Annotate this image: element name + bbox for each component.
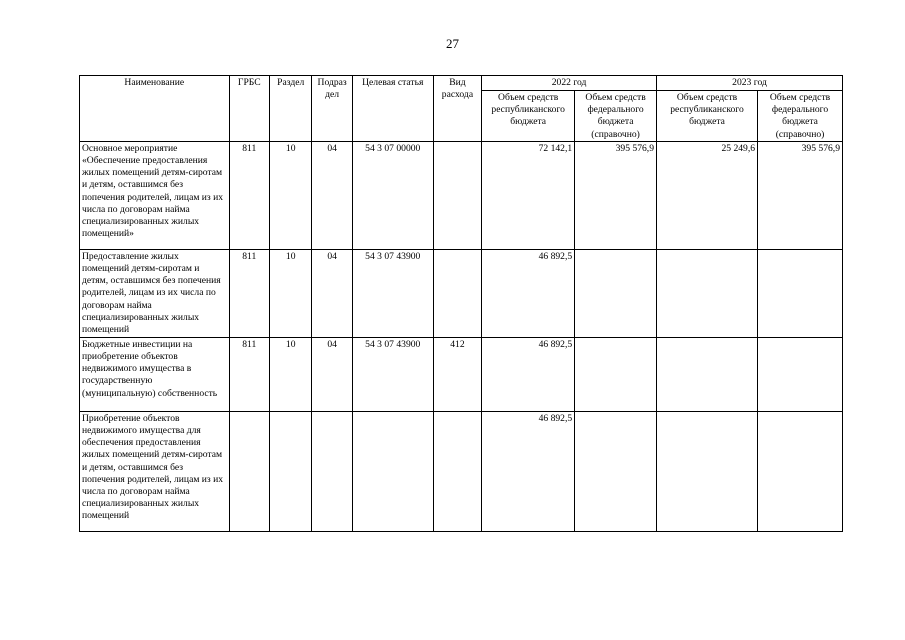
cell-grbs: 811 — [229, 249, 269, 337]
header-podrazdel: Подраз дел — [312, 76, 352, 142]
cell-fed-2022 — [575, 411, 657, 531]
cell-podrazdel — [312, 411, 352, 531]
cell-razdel — [269, 411, 311, 531]
cell-fed-2023 — [758, 411, 843, 531]
cell-target — [352, 411, 433, 531]
cell-razdel: 10 — [269, 249, 311, 337]
cell-grbs: 811 — [229, 141, 269, 249]
cell-rep-2023 — [657, 411, 758, 531]
cell-fed-2023 — [758, 249, 843, 337]
table-row — [80, 249, 843, 337]
cell-podrazdel: 04 — [312, 249, 352, 337]
header-expense-type: Вид расхода — [433, 76, 482, 142]
table-row — [80, 337, 843, 411]
cell-fed-2022 — [575, 337, 657, 411]
header-rep-budget-2022: Объем средств республиканского бюджета — [482, 91, 575, 142]
cell-fed-2023 — [758, 337, 843, 411]
cell-expense-type — [433, 411, 482, 531]
cell-podrazdel: 04 — [312, 337, 352, 411]
cell-fed-2022 — [575, 249, 657, 337]
header-year-2022: 2022 год — [482, 76, 657, 91]
header-fed-budget-2022: Объем средств федерального бюджета (справочно) — [575, 91, 657, 142]
page-number: 27 — [446, 36, 459, 51]
cell-rep-2022: 72 142,1 — [482, 141, 575, 249]
header-fed-budget-2023: Объем средств федерального бюджета (справочно) — [758, 91, 843, 142]
cell-rep-2022: 46 892,5 — [482, 411, 575, 531]
cell-rep-2022: 46 892,5 — [482, 337, 575, 411]
cell-name: Предоставление жилых помещений детям-сиротам и детям, оставшимся без попечения родителей, лицам из их числа по договорам найма специализированных жилых помещений — [80, 249, 230, 337]
cell-fed-2022: 395 576,9 — [575, 141, 657, 249]
header-row-1 — [80, 76, 843, 91]
table-row — [80, 141, 843, 249]
cell-rep-2022: 46 892,5 — [482, 249, 575, 337]
cell-target: 54 3 07 00000 — [352, 141, 433, 249]
cell-fed-2023: 395 576,9 — [758, 141, 843, 249]
cell-expense-type: 412 — [433, 337, 482, 411]
budget-table — [79, 75, 843, 532]
cell-rep-2023: 25 249,6 — [657, 141, 758, 249]
cell-razdel: 10 — [269, 141, 311, 249]
cell-target: 54 3 07 43900 — [352, 337, 433, 411]
cell-razdel: 10 — [269, 337, 311, 411]
cell-expense-type — [433, 141, 482, 249]
cell-name: Приобретение объектов недвижимого имущества для обеспечения предоставления жилых помещений детям-сиротам и детям, оставшимся без попечения родителей, лицам из их числа по договорам найма специализированных жилых помещений — [80, 411, 230, 531]
cell-name: Бюджетные инвестиции на приобретение объектов недвижимого имущества в государственную (муниципальную) собственность — [80, 337, 230, 411]
table-row — [80, 411, 843, 531]
cell-rep-2023 — [657, 249, 758, 337]
cell-expense-type — [433, 249, 482, 337]
header-rep-budget-2023: Объем средств республиканского бюджета — [657, 91, 758, 142]
cell-grbs — [229, 411, 269, 531]
header-razdel: Раздел — [269, 76, 311, 142]
header-target: Целевая статья — [352, 76, 433, 142]
header-year-2023: 2023 год — [657, 76, 843, 91]
cell-grbs: 811 — [229, 337, 269, 411]
cell-rep-2023 — [657, 337, 758, 411]
cell-target: 54 3 07 43900 — [352, 249, 433, 337]
header-grbs: ГРБС — [229, 76, 269, 142]
cell-name: Основное мероприятие «Обеспечение предоставления жилых помещений детям-сиротам и детям, оставшимся без попечения родителей, лицам из их числа по договорам найма специализированных жилых помещений» — [80, 141, 230, 249]
header-name: Наименование — [80, 76, 230, 142]
cell-podrazdel: 04 — [312, 141, 352, 249]
